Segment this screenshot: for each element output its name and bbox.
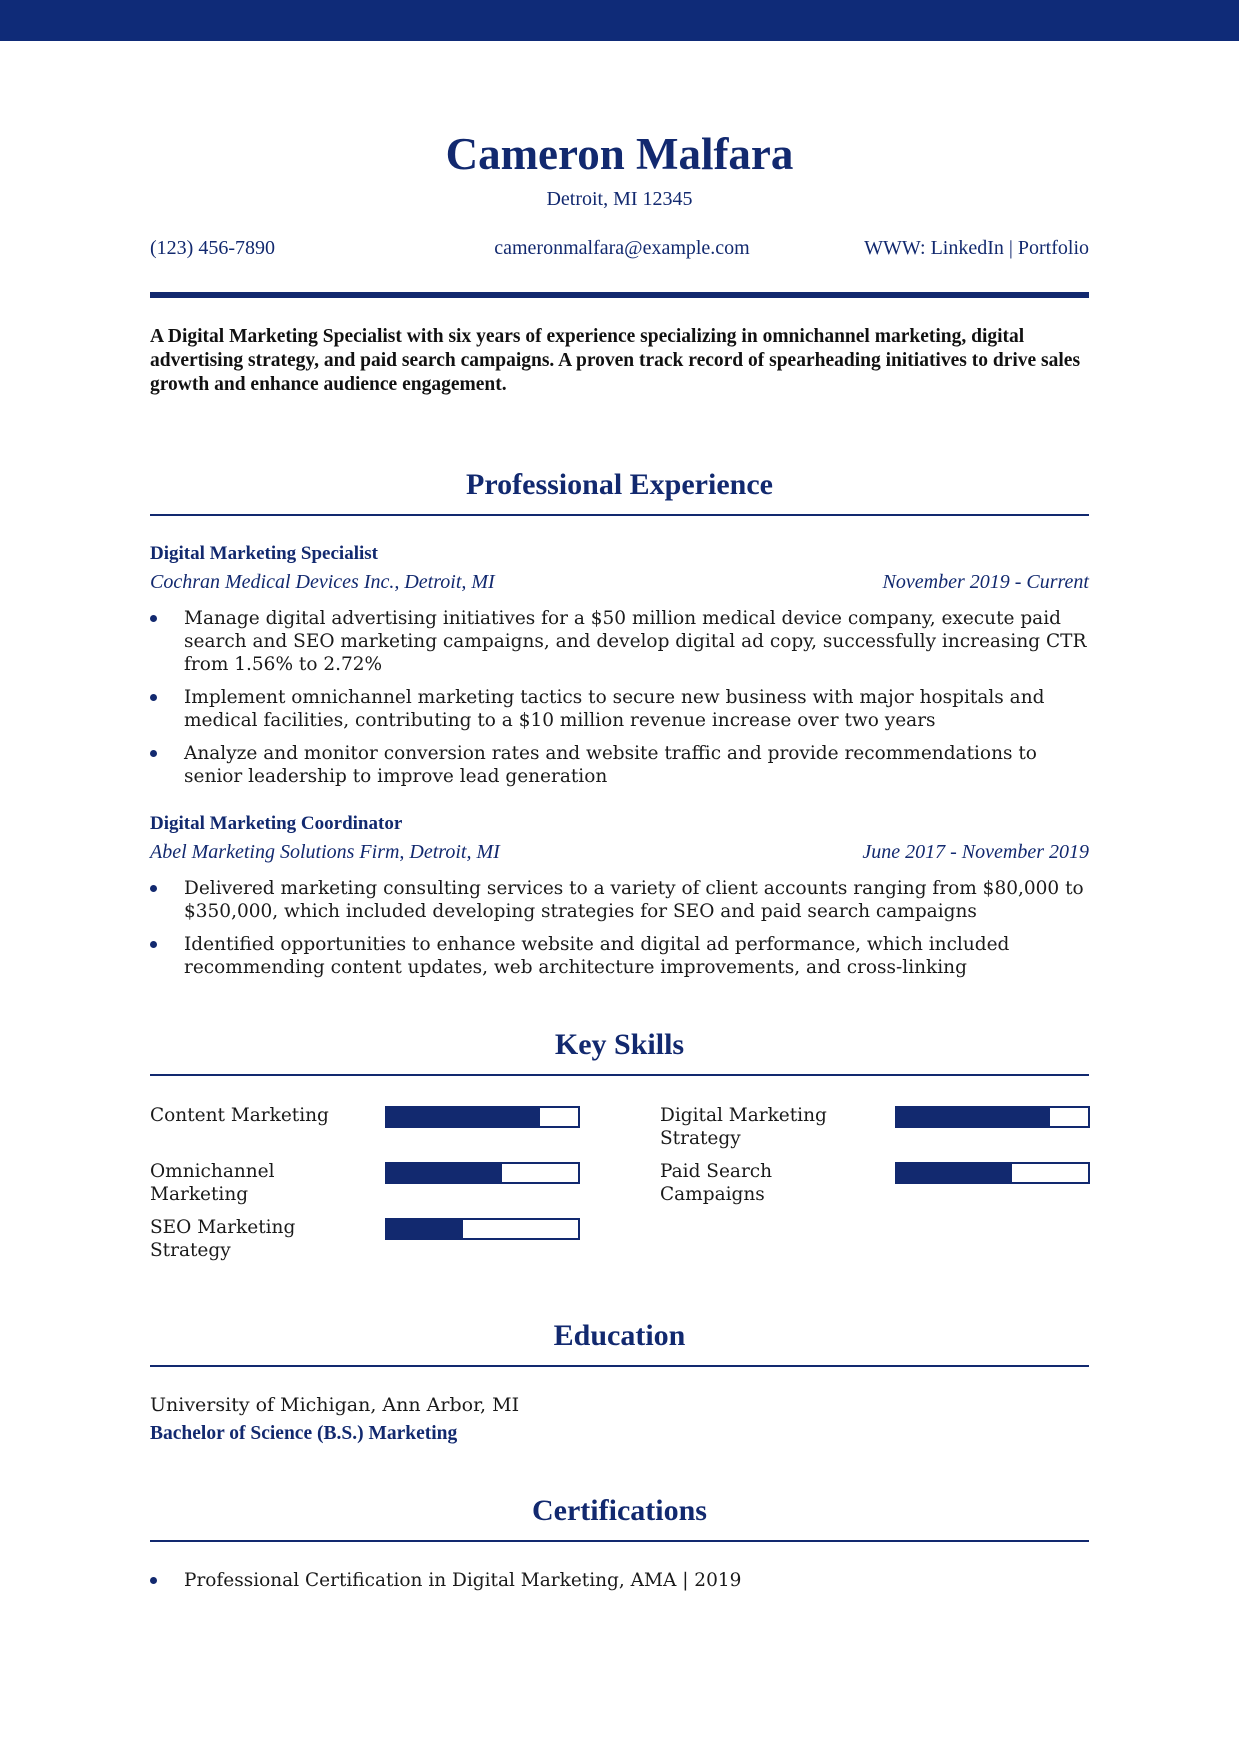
certification-list — [150, 1569, 1089, 1602]
skill-level-fill — [387, 1164, 502, 1182]
bullet-icon — [150, 1577, 157, 1584]
phone-number: (123) 456-7890 — [150, 237, 275, 259]
skill-level-bar — [895, 1162, 1090, 1184]
bullet-text: Identified opportunities to enhance website and digital ad performance, which included recommending content updates, web architecture improvements, and cross-linking — [184, 934, 1010, 978]
skill-item — [150, 1160, 580, 1210]
skill-item — [150, 1104, 580, 1154]
professional-summary: A Digital Marketing Specialist with six years of experience specializing in omnichannel marketing, digital advertising strategy, and paid search campaigns. A proven track record of spearheading initiatives to drive sales growth and enhance audience engagement. — [150, 326, 1081, 395]
skill-item — [660, 1160, 1090, 1210]
list-item — [150, 607, 1089, 676]
list-item — [150, 933, 1089, 979]
list-item — [150, 877, 1089, 923]
experience-divider — [150, 514, 1089, 516]
skill-item — [660, 1104, 1090, 1154]
bullet-icon — [150, 941, 157, 948]
job-dates: November 2019 - Current — [882, 571, 1089, 593]
skill-name: Paid Search Campaigns — [660, 1161, 773, 1205]
list-item — [150, 742, 1089, 788]
job-company: Abel Marketing Solutions Firm, Detroit, MI — [150, 841, 500, 863]
job-title: Digital Marketing Coordinator — [150, 813, 403, 834]
skill-level-bar — [385, 1162, 580, 1184]
skill-level-fill — [387, 1108, 540, 1126]
candidate-name: Cameron Malfara — [445, 129, 794, 179]
list-item — [150, 1569, 1089, 1592]
job-dates: June 2017 - November 2019 — [862, 841, 1089, 863]
education-divider — [150, 1365, 1089, 1367]
certification-text: Professional Certification in Digital Marketing, AMA | 2019 — [184, 1570, 742, 1591]
skills-divider — [150, 1074, 1089, 1076]
job-title: Digital Marketing Specialist — [150, 543, 378, 564]
certifications-heading: Certifications — [532, 1494, 707, 1527]
job-bullet-list — [150, 607, 1089, 798]
profile-links[interactable]: WWW: LinkedIn | Portfolio — [864, 237, 1089, 259]
skill-name: Content Marketing — [150, 1105, 329, 1126]
experience-heading: Professional Experience — [466, 468, 773, 501]
skills-heading: Key Skills — [554, 1028, 685, 1061]
candidate-address: Detroit, MI 12345 — [546, 188, 693, 210]
bullet-icon — [150, 615, 157, 622]
skill-name: SEO Marketing Strategy — [150, 1217, 296, 1261]
skill-level-fill — [387, 1220, 463, 1238]
bullet-icon — [150, 750, 157, 757]
skill-level-bar — [385, 1218, 580, 1240]
bullet-text: Delivered marketing consulting services to a variety of client accounts ranging from $80,000 to $350,000, which included developing strategies for SEO and paid search campaigns — [184, 878, 1084, 922]
bullet-text: Analyze and monitor conversion rates and website traffic and provide recommendations to senior leadership to improve lead generation — [184, 743, 1037, 787]
skill-level-fill — [897, 1108, 1050, 1126]
job-bullet-list — [150, 877, 1089, 989]
skill-name: Digital Marketing Strategy — [660, 1105, 827, 1149]
top-accent-bar — [0, 0, 1239, 41]
skill-level-bar — [385, 1106, 580, 1128]
job-company: Cochran Medical Devices Inc., Detroit, MI — [150, 571, 495, 593]
skill-name: Omnichannel Marketing — [150, 1161, 275, 1205]
education-heading: Education — [553, 1319, 686, 1352]
bullet-icon — [150, 885, 157, 892]
header-divider — [150, 292, 1089, 298]
skill-item — [150, 1216, 580, 1266]
email-address[interactable]: cameronmalfara@example.com — [494, 237, 750, 259]
bullet-icon — [150, 694, 157, 701]
bullet-text: Implement omnichannel marketing tactics to secure new business with major hospitals and medical facilities, contributing to a $10 million revenue increase over two years — [184, 687, 1045, 731]
education-degree: Bachelor of Science (B.S.) Marketing — [150, 1423, 458, 1444]
skill-level-bar — [895, 1106, 1090, 1128]
bullet-text: Manage digital advertising initiatives for a $50 million medical device company, execute paid search and SEO marketing campaigns, and develop digital ad copy, successfully increasing CTR from 1.56% to 2.72% — [184, 608, 1087, 675]
skill-level-fill — [897, 1164, 1012, 1182]
education-school: University of Michigan, Ann Arbor, MI — [150, 1394, 520, 1416]
list-item — [150, 686, 1089, 732]
certifications-divider — [150, 1540, 1089, 1542]
